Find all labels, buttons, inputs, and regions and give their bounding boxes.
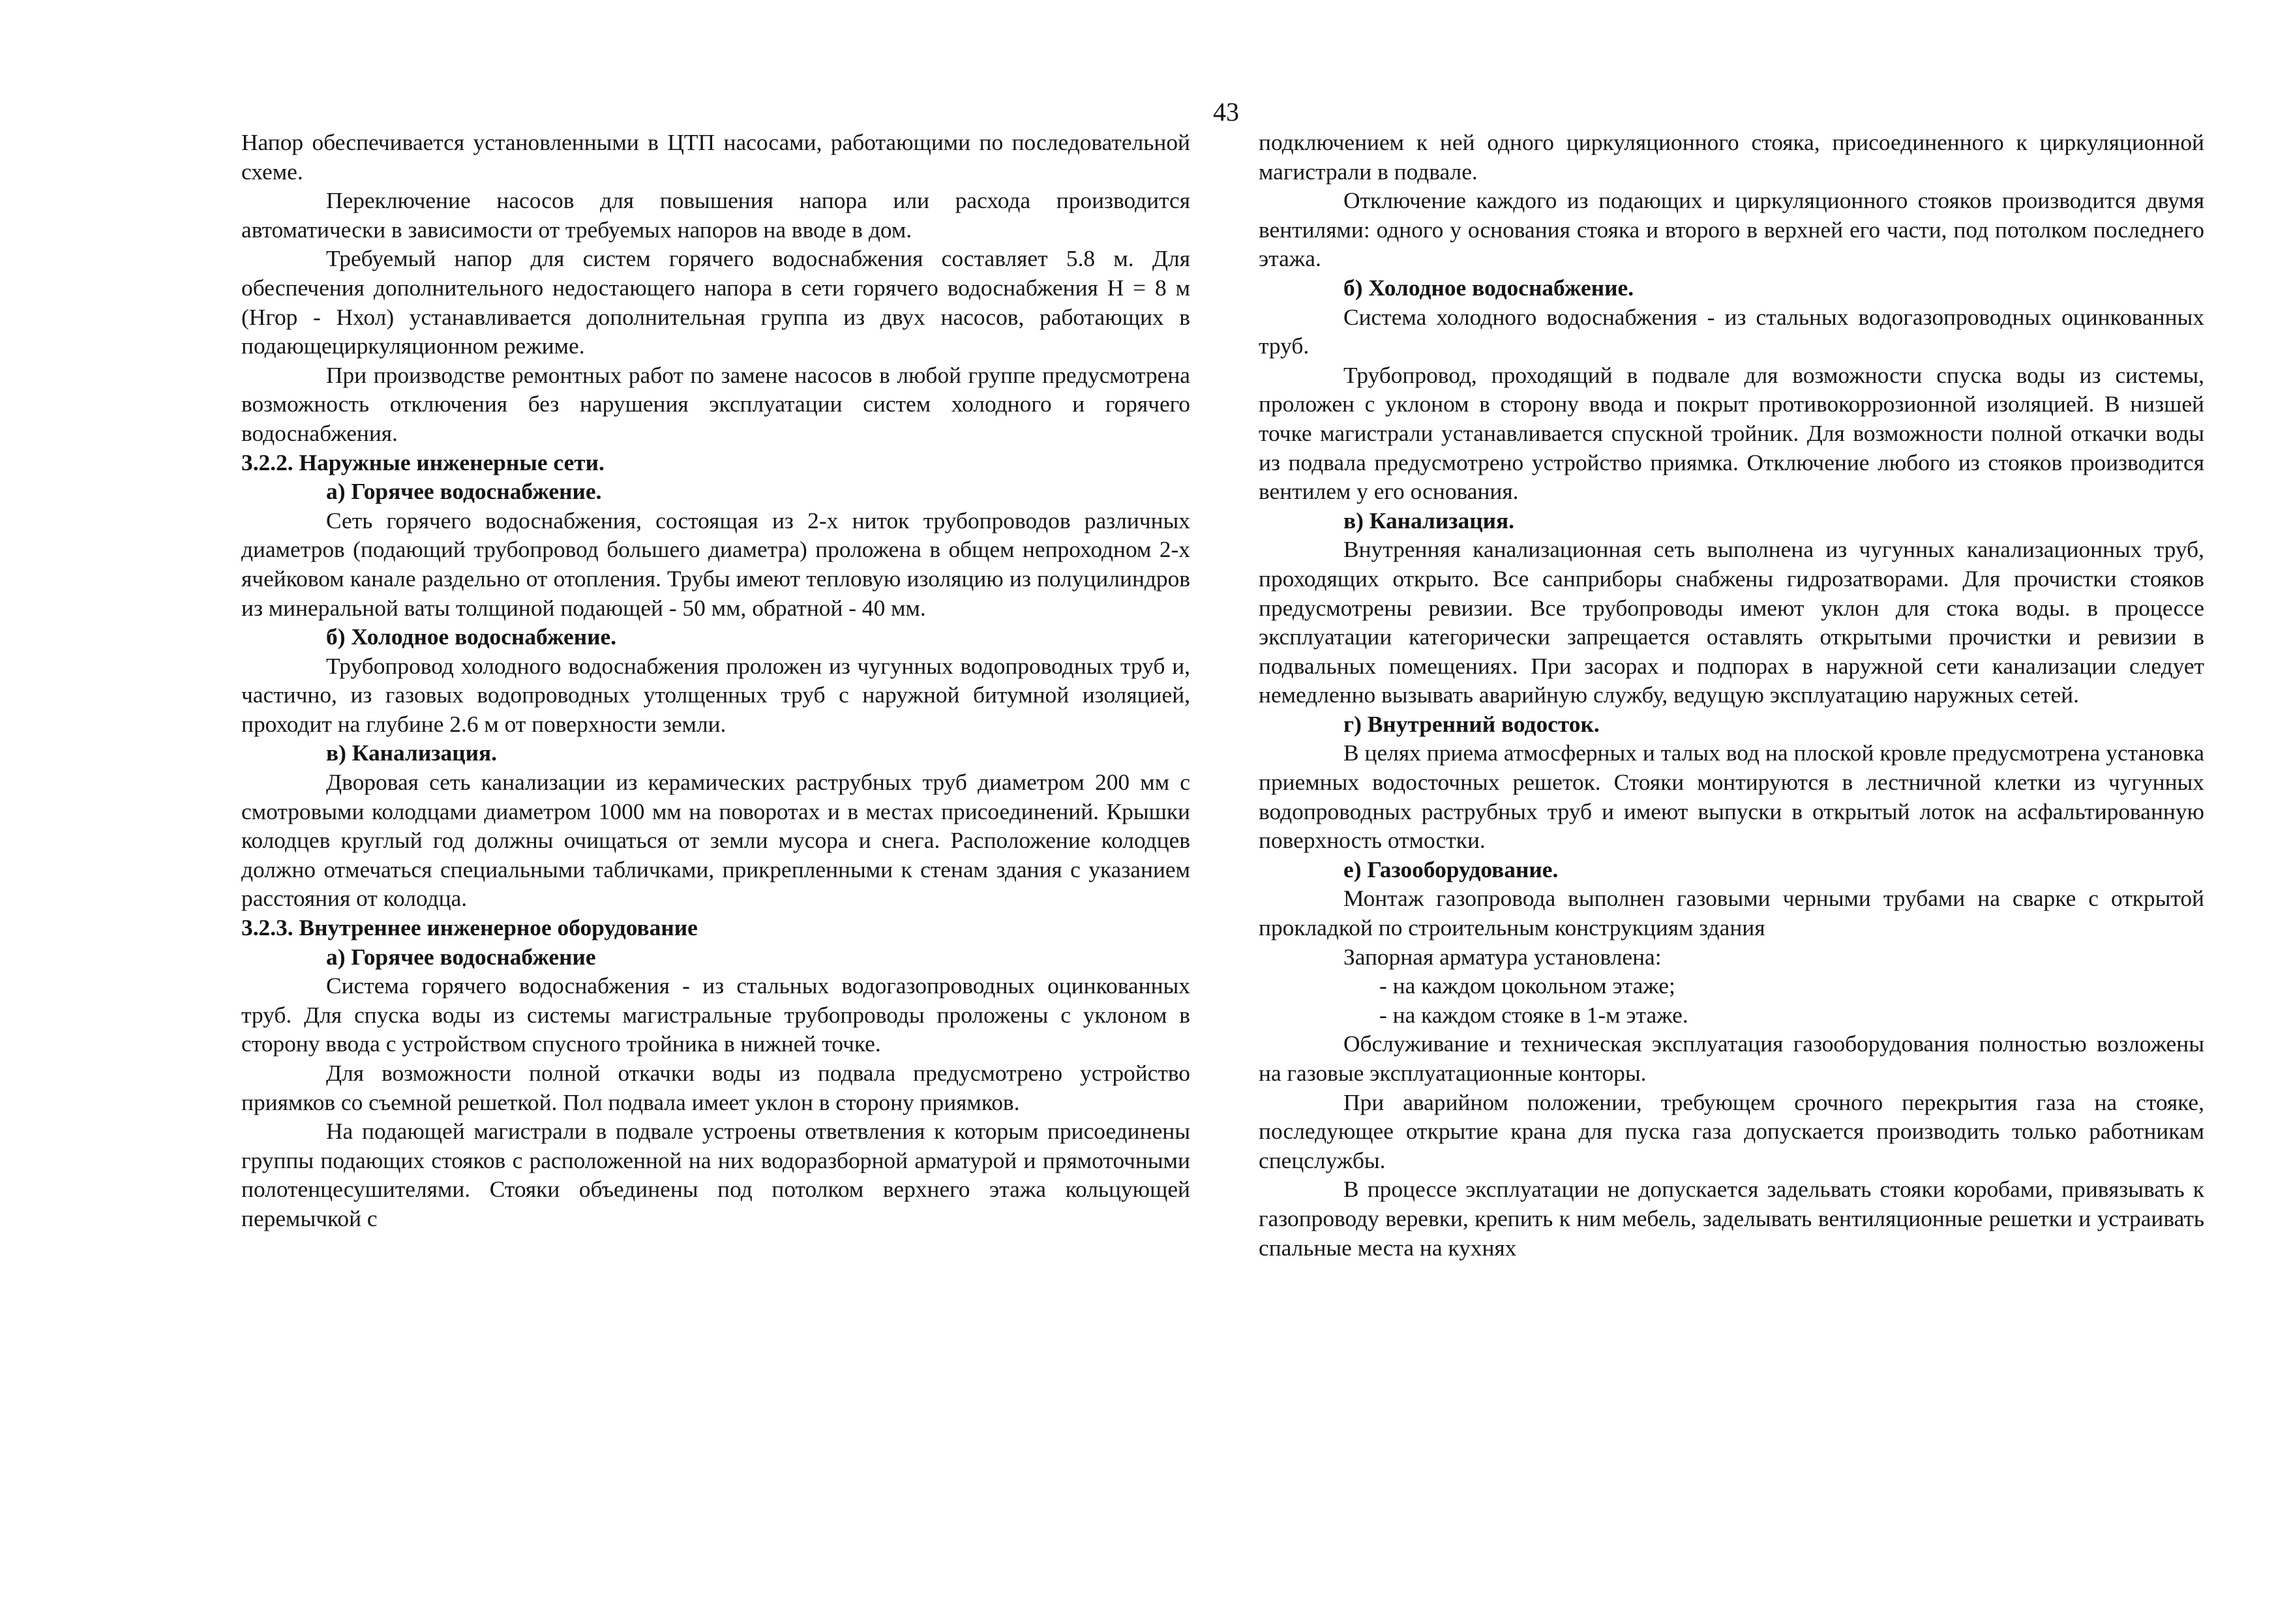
page-number: 43 [1213, 97, 1239, 127]
subsection-heading: б) Холодное водоснабжение. [1343, 274, 1634, 301]
right-column [1259, 128, 2204, 1262]
list-item: - на каждом стояке в 1-м этаже. [1379, 1001, 1688, 1028]
list-item: - на каждом цокольном этаже; [1379, 972, 1675, 999]
left-column [241, 128, 1190, 1233]
subsection-heading: в) Канализация. [326, 740, 497, 766]
paragraph: При аварийном положении, требующем срочного перекрытия газа на стояке, последующее открытие крана для пуска газа допускается производить только работникам спецслужбы. [1259, 1089, 2204, 1173]
paragraph: Требуемый напор для систем горячего водоснабжения составляет 5.8 м. Для обеспечения дополнительного недостающего напора в сети горячего водоснабжения Н = 8 м (Нгор - Нхол) устанавливается дополнительная группа из двух насосов, работающих в подающециркуляционном режиме. [241, 245, 1190, 359]
paragraph: Внутренняя канализационная сеть выполнена из чугунных канализационных труб, проходящих открыто. Все санприборы снабжены гидрозатворами. Для прочистки стояков предусмотрены ревизии. Все трубопроводы имеют уклон для стока воды. в процессе эксплуатации категорически запрещается оставлять открытыми прочистки и ревизии в подвальных помещениях. При засорах и подпорах в наружной сети канализации следует немедленно вызывать аварийную службу, ведущую эксплуатацию наружных сетей. [1259, 536, 2204, 708]
paragraph: Обслуживание и техническая эксплуатация газооборудования полностью возложены на газовые эксплуатационные конторы. [1259, 1030, 2204, 1086]
paragraph: Отключение каждого из подающих и циркуляционного стояков производится двумя вентилями: одного у основания стояка и второго в верхней его части, под потолком последнего этажа. [1259, 187, 2204, 272]
subsection-heading: б) Холодное водоснабжение. [326, 624, 617, 650]
paragraph: Переключение насосов для повышения напора или расхода производится автоматически в зависимости от требуемых напоров на вводе в дом. [241, 187, 1190, 243]
paragraph: Запорная арматура установлена: [1343, 943, 1662, 970]
subsection-heading: г) Внутренний водосток. [1343, 710, 1600, 737]
paragraph: Монтаж газопровода выполнен газовыми черными трубами на сварке с открытой прокладкой по строительным конструкциям здания [1259, 885, 2204, 941]
paragraph: В процессе эксплуатации не допускается задельвать стояки коробами, привязывать к газопроводу веревки, крепить к ним мебель, заделывать вентиляционные решетки и устраивать спальные места на кухнях [1259, 1176, 2204, 1261]
paragraph: Для возможности полной откачки воды из подвала предусмотрено устройство приямков со съемной решеткой. Пол подвала имеет уклон в сторону приямков. [241, 1060, 1190, 1115]
paragraph: На подающей магистрали в подвале устроены ответвления к которым присоединены группы подающих стояков с расположенной на них водоразборной арматурой и прямоточными полотенцесушителями. Стояки объединены под потолком верхнего этажа кольцующей перемычкой с [241, 1118, 1190, 1231]
subsection-heading: в) Канализация. [1343, 507, 1514, 534]
paragraph: подключением к ней одного циркуляционного стояка, присоединенного к циркуляционной магистрали в подвале. [1259, 129, 2204, 185]
paragraph: Дворовая сеть канализации из керамических раструбных труб диаметром 200 мм с смотровыми колодцами диаметром 1000 мм на поворотах и в местах присоединений. Крышки колодцев круглый год должны очищаться от земли мусора и снега. Расположение колодцев должно отмечаться специальными табличками, прикрепленными к стенам здания с указанием расстояния от колодца. [241, 769, 1190, 912]
paragraph: Система холодного водоснабжения - из стальных водогазопроводных оцинкованных труб. [1259, 303, 2204, 359]
paragraph: Трубопровод, проходящий в подвале для возможности спуска воды из системы, проложен с уклоном в сторону ввода и покрыт противокоррозионной изоляцией. В низшей точке магистрали устанавливается спускной тройник. Для возможности полной откачки воды из подвала предусмотрено устройство приямка. Отключение любого из стояков производится вентилем у его основания. [1259, 361, 2204, 505]
paragraph: Трубопровод холодного водоснабжения проложен из чугунных водопроводных труб и, частично, из газовых водопроводных утолщенных труб с наружной битумной изоляцией, проходит на глубине 2.6 м от поверхности земли. [241, 652, 1190, 737]
section-heading: 3.2.3. Внутреннее инженерное оборудование [241, 914, 698, 941]
paragraph: При производстве ремонтных работ по замене насосов в любой группе предусмотрена возможность отключения без нарушения эксплуатации систем холодного и горячего водоснабжения. [241, 361, 1190, 446]
paragraph: В целях приема атмосферных и талых вод на плоской кровле предусмотрена установка приемных водосточных решеток. Стояки монтируются в лестничной клетки из чугунных водопроводных раструбных труб и имеют выпуски в открытый лоток на асфальтированную поверхность отмостки. [1259, 740, 2204, 854]
subsection-heading: е) Газооборудование. [1343, 856, 1559, 882]
subsection-heading: а) Горячее водоснабжение. [326, 478, 602, 505]
paragraph: Напор обеспечивается установленными в ЦТП насосами, работающими по последовательной схеме. [241, 129, 1190, 185]
paragraph: Система горячего водоснабжения - из стальных водогазопроводных оцинкованных труб. Для спуска воды из системы магистральные трубопроводы проложены с уклоном в сторону ввода с устройством спусного тройника в нижней точке. [241, 972, 1190, 1057]
subsection-heading: а) Горячее водоснабжение [326, 943, 596, 970]
paragraph: Сеть горячего водоснабжения, состоящая из 2-х ниток трубопроводов различных диаметров (подающий трубопровод большего диаметра) проложена в общем непроходном 2-х ячейковом канале раздельно от отопления. Трубы имеют тепловую изоляцию из полуцилиндров из минеральной ваты толщиной подающей - 50 мм, обратной - 40 мм. [241, 507, 1190, 621]
section-heading: 3.2.2. Наружные инженерные сети. [241, 449, 605, 475]
